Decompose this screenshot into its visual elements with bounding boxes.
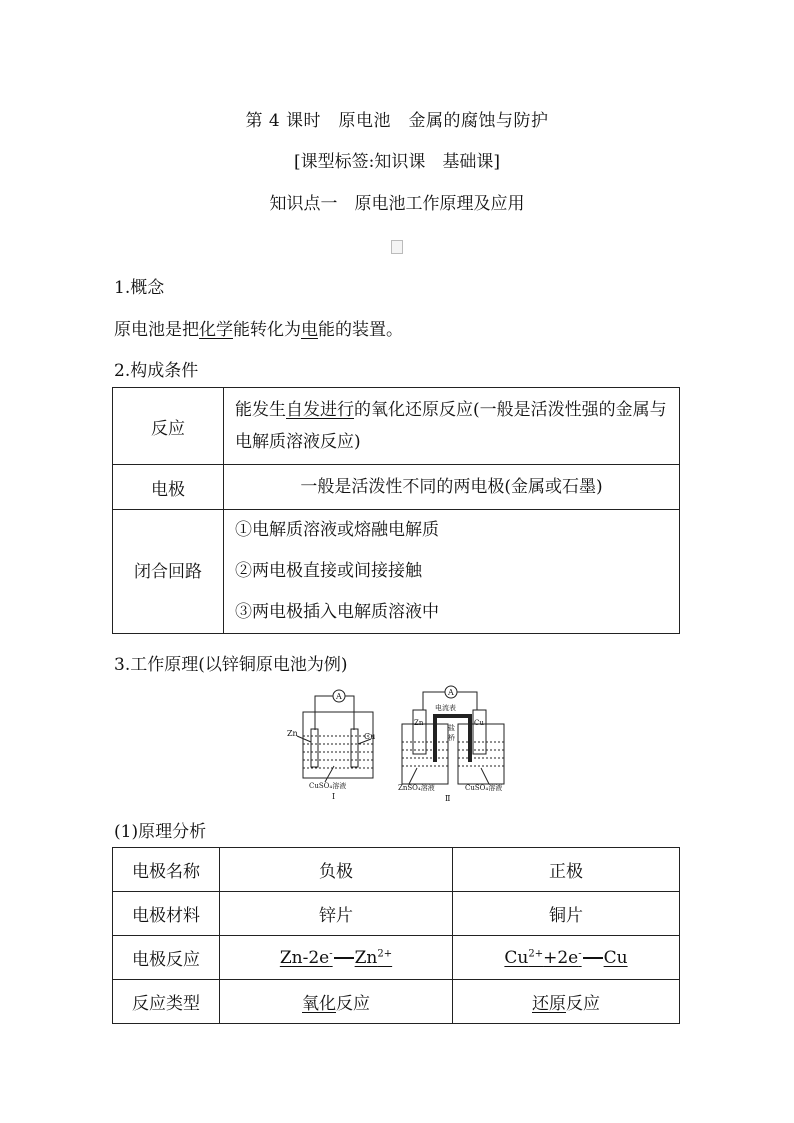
negative-equation [220,936,453,980]
cell-text: 反应 [566,994,600,1014]
table-row [113,510,680,634]
row-value [224,388,680,465]
row-value: 一般是活泼性不同的两电极(金属或石墨) [224,465,680,510]
cell-underline: 还原 [532,994,566,1014]
image-placeholder-icon [391,240,403,254]
table-row [113,936,680,980]
cell1-roman-label: Ⅰ [332,792,336,801]
cell2-right-solution: CuSO₄溶液 [465,784,503,792]
eq-sup: 2+ [377,947,393,959]
concept-underline-2: 电 [301,320,318,340]
meter-label: 电流表 [435,704,456,712]
cu-label: Cu [364,732,376,741]
section-title: 知识点一 原电池工作原理及应用 [269,194,525,214]
equals-bar [583,957,603,959]
cell2-left-solution: ZnSO₄溶液 [398,784,435,792]
galvanic-cell-diagram [285,684,515,806]
bridge-label-1: 盐 [448,724,455,732]
zn-label: Zn [287,729,298,738]
eq-sup: - [329,947,333,959]
conditions-heading: 2.构成条件 [114,361,199,381]
equation [504,948,581,968]
bridge-label-2: 桥 [448,734,455,742]
header-cell: 正极 [453,848,680,892]
table-cell: 铜片 [453,892,680,936]
concept-text-3: 能的装置。 [318,320,403,340]
lesson-tag: [课型标签:知识课 基础课] [294,152,500,172]
equation [280,948,333,968]
principle-heading: 3.工作原理(以锌铜原电池为例) [114,655,348,675]
cell1-solution-label: CuSO₄溶液 [309,782,347,790]
table-row [113,388,680,465]
concept-text-1: 原电池是把 [114,320,199,340]
eq-part: Cu [504,947,529,968]
table-cell [220,980,453,1024]
zn2-label: Zn [414,719,424,727]
ammeter-2-label: A [448,688,454,697]
row-label: 反应类型 [113,980,220,1024]
row-label: 电极材料 [113,892,220,936]
eq-part: Zn [354,947,378,968]
positive-equation [453,936,680,980]
concept-heading: 1.概念 [114,278,165,298]
eq-sup: 2+ [528,947,544,959]
row-label: 电极反应 [113,936,220,980]
equals-bar [334,957,354,959]
table-row [113,465,680,510]
ammeter-1-label: A [336,692,342,701]
analysis-heading: (1)原理分析 [114,822,207,842]
table-row [113,848,680,892]
header-cell: 负极 [220,848,453,892]
cell-text: 能发生 [235,400,286,420]
analysis-table [112,847,680,1024]
table-row [113,892,680,936]
cu2-label: Cu [474,719,484,727]
eq-part: +2e [543,947,579,968]
list-item: ②两电极直接或间接接触 [235,561,422,581]
table-cell [453,980,680,1024]
eq-part: Cu [603,947,628,968]
cell2-roman-label: Ⅱ [445,794,451,803]
equation [355,948,393,968]
concept-underline-1: 化学 [199,320,233,340]
cell-text: 反应 [336,994,370,1014]
conditions-table [112,387,680,634]
cell-underline: 自发进行 [286,400,354,420]
list-item: ③两电极插入电解质溶液中 [235,602,439,622]
row-label: 电极 [113,465,224,510]
eq-part: Zn-2e [279,947,330,968]
table-row [113,980,680,1024]
lesson-title: 第 4 课时 原电池 金属的腐蚀与防护 [245,111,549,131]
list-item: ①电解质溶液或熔融电解质 [235,520,439,540]
header-cell: 电极名称 [113,848,220,892]
table-cell: 锌片 [220,892,453,936]
diagram-svg [285,684,515,806]
cell-underline: 氧化 [302,994,336,1014]
cell-text: 的氧化还原反应(一般是活泼性强的金属与电解质溶液反应) [235,400,667,452]
concept-text-2: 能转化为 [233,320,301,340]
eq-sup: - [578,947,582,959]
row-label: 反应 [113,388,224,465]
concept-sentence [114,315,403,340]
row-label: 闭合回路 [113,510,224,634]
row-value [224,510,680,634]
